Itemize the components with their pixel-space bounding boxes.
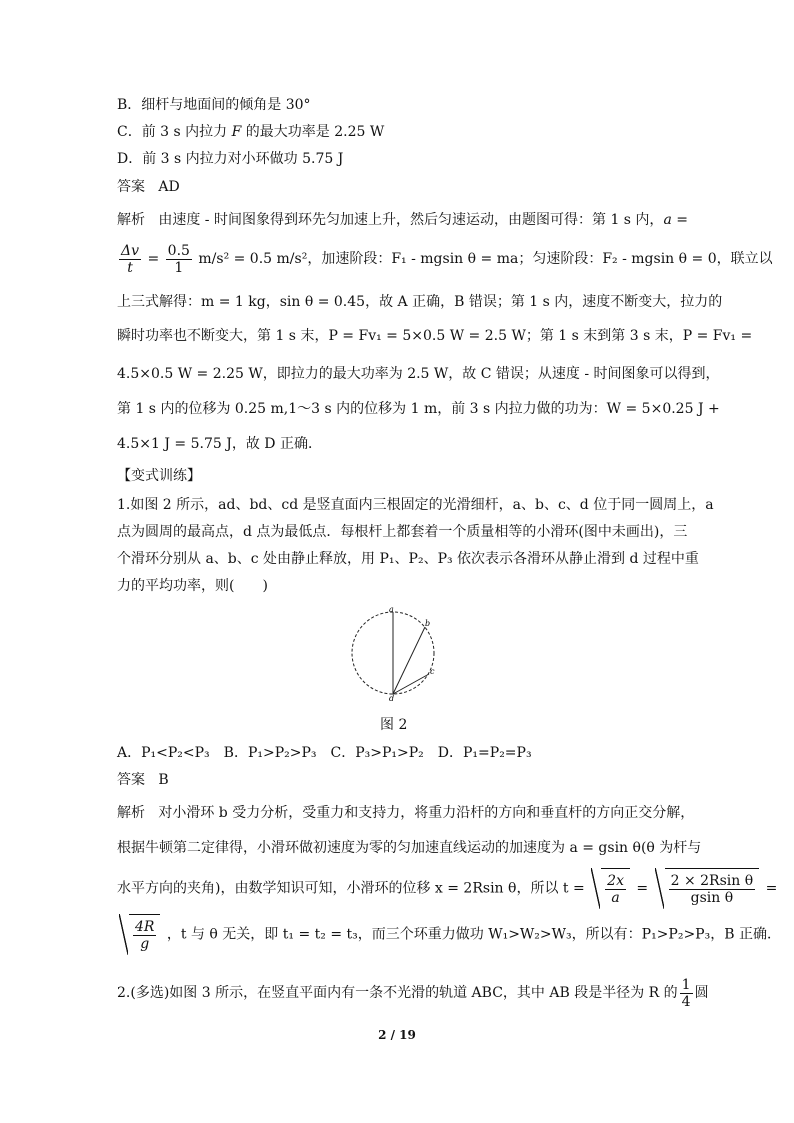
analysis-line-3: 上三式解得：m = 1 kg，sin θ = 0.45，故 A 正确，B 错误；第 1 s 内，速度不断变大，拉力的 (117, 294, 723, 310)
label-c: c (430, 667, 435, 676)
fraction-dv-t: $\frac{\Delta v}{t}$ (121, 242, 140, 276)
analysis-line-6: 第 1 s 内的位移为 0.25 m,1～3 s 内的位移为 1 m，前 3 s 内拉力做的功为：W = 5×0.25 J + (117, 401, 720, 417)
sqrt-2x-over-a: $\frac{2x}{a}$ (591, 868, 630, 909)
label-d: d (389, 694, 395, 702)
analysis-line-2: $\frac{\Delta v}{t}$ = $\frac{0.5}{1}$ m/s² = 0.5 m/s²，加速阶段：F₁ - mgsin θ = ma；匀速阶段：F₂ - mgsin θ = 0，联立以 (121, 242, 773, 276)
analysis-2-line-1: 解析 对小滑环 b 受力分析，受重力和支持力，将重力沿杆的方向和垂直杆的方向正交分解， (117, 805, 695, 821)
option-b: B．细杆与地面间的倾角是 30° (117, 97, 311, 113)
question-1-line-3: 个滑环分别从 a、b、c 处由静止释放，用 P₁、P₂、P₃ 依次表示各滑环从静止滑到 d 过程中重 (117, 551, 699, 567)
sqrt-expanded: $\frac{\text{2 × 2Rsin θ}}{\text{gsin θ}}$ (655, 868, 760, 909)
rod-bd (393, 627, 425, 694)
rod-cd (393, 674, 429, 694)
analysis-line-7: 4.5×1 J = 5.75 J，故 D 正确． (117, 436, 322, 452)
figure-caption: 图 2 (380, 717, 408, 733)
analysis-2-line-4: $\frac{4R}{g}$ ，t 与 θ 无关，即 t₁ = t₂ = t₃，而三个环重力做功 W₁>W₂>W₃，所以有：P₁>P₂>P₃，B 正确． (117, 914, 781, 955)
question-1-line-1: 1.如图 2 所示，ad、bd、cd 是竖直面内三根固定的光滑细杆，a、b、c、d 位于同一圆周上，a (117, 497, 714, 513)
analysis-2-line-2: 根据牛顿第二定律得，小滑环做初速度为零的匀加速直线运动的加速度为 a = gsin θ(θ 为杆与 (117, 840, 702, 856)
analysis-line-5: 4.5×0.5 W = 2.25 W，即拉力的最大功率为 2.5 W，故 C 错误；从速度 - 时间图象可以得到， (117, 366, 720, 382)
fraction-0.5-1: $\frac{0.5}{1}$ (167, 242, 190, 276)
option-d: D．前 3 s 内拉力对小环做功 5.75 J (117, 151, 344, 167)
analysis-line-1: 解析 由速度 - 时间图象得到环先匀加速上升，然后匀速运动，由题图可得：第 1 s 内，a = (117, 212, 688, 228)
option-c: C．前 3 s 内拉力 F 的最大功率是 2.25 W (117, 124, 385, 140)
label-a: a (389, 605, 394, 614)
answer-1: 答案 AD (117, 179, 180, 195)
question-1-options: A．P₁<P₂<P₃ B．P₁>P₂>P₃ C．P₃>P₁>P₂ D．P₁=P₂=P₃ (117, 745, 532, 761)
analysis-line-4: 瞬时功率也不断变大，第 1 s 末，P = Fv₁ = 5×0.5 W = 2.5 W；第 1 s 末到第 3 s 末，P = Fv₁ = (117, 328, 753, 344)
fraction-one-quarter: $\frac{1}{4}$ (681, 976, 691, 1010)
question-2-line-1: 2.(多选)如图 3 所示，在竖直平面内有一条不光滑的轨道 ABC，其中 AB 段是半径为 R 的 $\frac{1}{4}$ 圆 (117, 976, 709, 1010)
circle-rods-figure (345, 602, 445, 702)
analysis-2-line-3: 水平方向的夹角)，由数学知识可知，小滑环的位移 x = 2Rsin θ，所以 t = $\frac{2x}{a}$ = $\frac{\text{2 × 2Rsin θ}}{\text{gsin θ}}$ = (117, 868, 777, 909)
page-number: 2 / 19 (378, 1028, 416, 1042)
question-1-line-4: 力的平均功率，则( ) (117, 578, 268, 594)
sqrt-4r-over-g: $\frac{4R}{g}$ (119, 914, 160, 955)
answer-2: 答案 B (117, 772, 169, 788)
label-b: b (425, 619, 431, 628)
section-heading: 【变式训练】 (117, 468, 201, 484)
question-1-line-2: 点为圆周的最高点，d 点为最低点．每根杆上都套着一个质量相等的小滑环(图中未画出)，三 (117, 524, 688, 540)
